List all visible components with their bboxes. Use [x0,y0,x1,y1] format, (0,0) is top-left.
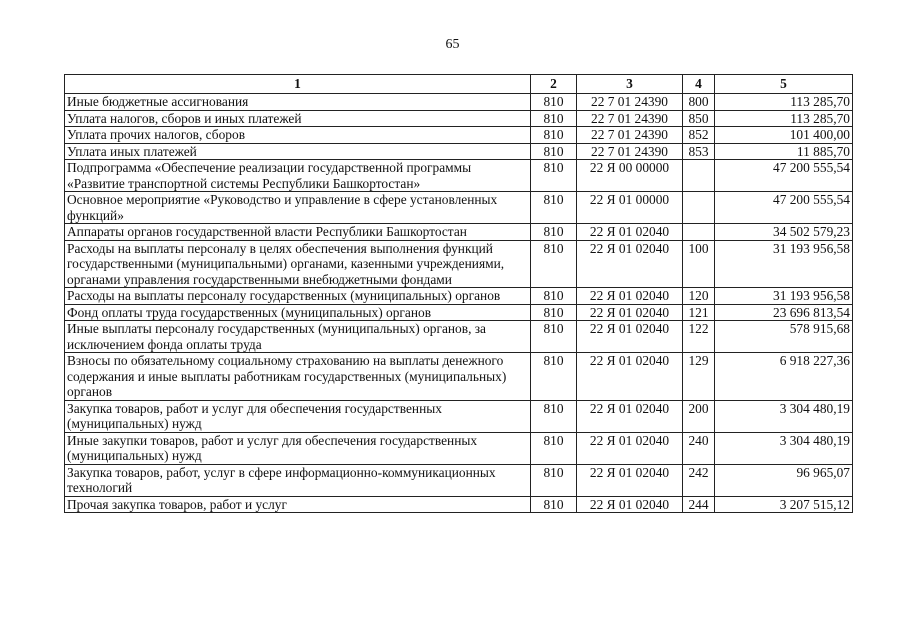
cell-ministry: 810 [531,143,577,160]
header-col-4: 4 [683,75,715,94]
cell-target: 22 Я 01 02040 [577,240,683,288]
cell-ministry: 810 [531,321,577,353]
cell-name: Иные бюджетные ассигнования [65,94,531,111]
cell-amount: 6 918 227,36 [715,353,853,401]
cell-expense: 850 [683,110,715,127]
cell-target: 22 Я 01 02040 [577,400,683,432]
cell-name: Основное мероприятие «Руководство и управление в сфере установленных функций» [65,192,531,224]
cell-name: Иные выплаты персоналу государственных (муниципальных) органов, за исключением фонда оплаты труда [65,321,531,353]
cell-ministry: 810 [531,160,577,192]
table-row [65,464,853,496]
cell-ministry: 810 [531,224,577,241]
cell-name: Закупка товаров, работ и услуг для обеспечения государственных (муниципальных) нужд [65,400,531,432]
cell-name: Уплата налогов, сборов и иных платежей [65,110,531,127]
header-col-1: 1 [65,75,531,94]
cell-target: 22 Я 01 02040 [577,288,683,305]
cell-target: 22 Я 00 00000 [577,160,683,192]
cell-amount: 3 304 480,19 [715,400,853,432]
cell-expense: 853 [683,143,715,160]
cell-target: 22 Я 01 02040 [577,353,683,401]
table-row [65,353,853,401]
cell-ministry: 810 [531,192,577,224]
cell-ministry: 810 [531,432,577,464]
cell-name: Аппараты органов государственной власти Республики Башкортостан [65,224,531,241]
cell-expense: 852 [683,127,715,144]
cell-amount: 113 285,70 [715,110,853,127]
cell-amount: 3 304 480,19 [715,432,853,464]
table-row [65,288,853,305]
cell-target: 22 7 01 24390 [577,127,683,144]
cell-amount: 11 885,70 [715,143,853,160]
cell-ministry: 810 [531,288,577,305]
cell-ministry: 810 [531,304,577,321]
table-row [65,110,853,127]
header-col-5: 5 [715,75,853,94]
cell-expense: 122 [683,321,715,353]
table-row [65,432,853,464]
cell-name: Расходы на выплаты персоналу в целях обеспечения выполнения функций государственными (муниципальными) органами, казенными учреждениями, органами управления государственными внебюджетными фондами [65,240,531,288]
cell-name: Иные закупки товаров, работ и услуг для обеспечения государственных (муниципальных) нужд [65,432,531,464]
cell-expense: 242 [683,464,715,496]
cell-ministry: 810 [531,94,577,111]
cell-expense: 200 [683,400,715,432]
cell-target: 22 Я 01 00000 [577,192,683,224]
cell-target: 22 7 01 24390 [577,94,683,111]
cell-amount: 47 200 555,54 [715,192,853,224]
cell-amount: 113 285,70 [715,94,853,111]
cell-amount: 34 502 579,23 [715,224,853,241]
cell-name: Прочая закупка товаров, работ и услуг [65,496,531,513]
table-row [65,160,853,192]
table-row [65,304,853,321]
table-row [65,321,853,353]
cell-target: 22 7 01 24390 [577,110,683,127]
cell-ministry: 810 [531,496,577,513]
cell-name: Закупка товаров, работ, услуг в сфере информационно-коммуникационных технологий [65,464,531,496]
header-col-2: 2 [531,75,577,94]
cell-name: Уплата иных платежей [65,143,531,160]
cell-target: 22 Я 01 02040 [577,496,683,513]
cell-ministry: 810 [531,127,577,144]
cell-expense [683,160,715,192]
cell-ministry: 810 [531,353,577,401]
cell-name: Взносы по обязательному социальному страхованию на выплаты денежного содержания и иные выплаты работникам государственных (муниципальных) органов [65,353,531,401]
table-header-row [65,75,853,94]
table-row [65,143,853,160]
cell-ministry: 810 [531,400,577,432]
cell-ministry: 810 [531,240,577,288]
cell-amount: 101 400,00 [715,127,853,144]
table-row [65,224,853,241]
table-row [65,192,853,224]
cell-amount: 3 207 515,12 [715,496,853,513]
cell-name: Фонд оплаты труда государственных (муниципальных) органов [65,304,531,321]
table-row [65,240,853,288]
table-row [65,496,853,513]
cell-target: 22 Я 01 02040 [577,432,683,464]
cell-amount: 23 696 813,54 [715,304,853,321]
cell-target: 22 Я 01 02040 [577,224,683,241]
cell-target: 22 Я 01 02040 [577,464,683,496]
cell-amount: 47 200 555,54 [715,160,853,192]
budget-table [64,74,853,513]
cell-ministry: 810 [531,464,577,496]
cell-target: 22 Я 01 02040 [577,321,683,353]
cell-amount: 31 193 956,58 [715,288,853,305]
cell-expense: 120 [683,288,715,305]
cell-expense [683,224,715,241]
cell-expense: 129 [683,353,715,401]
cell-ministry: 810 [531,110,577,127]
cell-amount: 578 915,68 [715,321,853,353]
cell-expense: 100 [683,240,715,288]
page-number: 65 [445,37,460,52]
header-col-3: 3 [577,75,683,94]
cell-name: Подпрограмма «Обеспечение реализации государственной программы «Развитие транспортной системы Республики Башкортостан» [65,160,531,192]
table-row [65,127,853,144]
table-row [65,94,853,111]
cell-name: Расходы на выплаты персоналу государственных (муниципальных) органов [65,288,531,305]
cell-target: 22 Я 01 02040 [577,304,683,321]
cell-expense: 800 [683,94,715,111]
cell-amount: 31 193 956,58 [715,240,853,288]
cell-name: Уплата прочих налогов, сборов [65,127,531,144]
cell-expense: 121 [683,304,715,321]
cell-expense: 240 [683,432,715,464]
table-row [65,400,853,432]
cell-target: 22 7 01 24390 [577,143,683,160]
cell-expense: 244 [683,496,715,513]
cell-expense [683,192,715,224]
cell-amount: 96 965,07 [715,464,853,496]
